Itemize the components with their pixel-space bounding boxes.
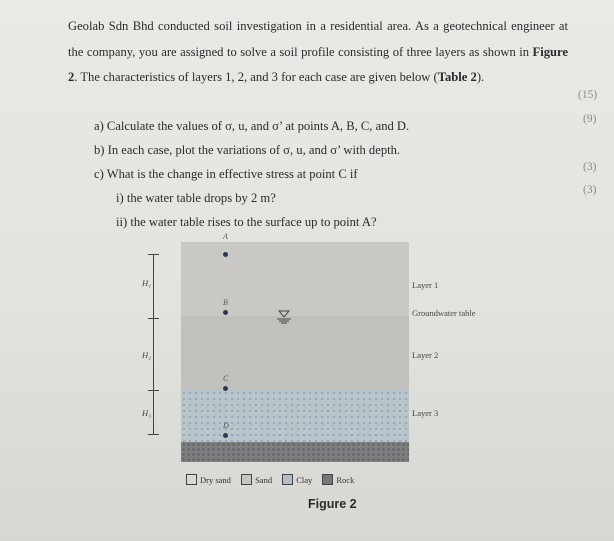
layer-2-band bbox=[181, 316, 409, 390]
point-d-label: D bbox=[223, 421, 229, 430]
h1-label: H₁ bbox=[142, 278, 152, 288]
intro-paragraph bbox=[68, 14, 568, 91]
question-a: a) Calculate the values of σ, u, and σ’ at points A, B, C, and D. bbox=[94, 119, 410, 133]
legend-swatch-clay bbox=[282, 474, 293, 485]
legend-swatch-rock bbox=[322, 474, 333, 485]
table-reference: Table 2 bbox=[437, 70, 477, 84]
layer-1-label: Layer 1 bbox=[412, 280, 439, 290]
h3-label: H₃ bbox=[142, 408, 152, 418]
marks-part-c-i: (3) bbox=[583, 161, 597, 173]
point-d-marker bbox=[223, 433, 228, 438]
h2-dim-line bbox=[153, 318, 154, 390]
question-c: c) What is the change in effective stress at point C if bbox=[94, 167, 358, 181]
h2-label: H₂ bbox=[142, 350, 152, 360]
legend-label-sand: Sand bbox=[255, 475, 273, 485]
h1-dim-line bbox=[153, 254, 154, 318]
point-b-label: B bbox=[223, 298, 228, 307]
intro-text-1: Geolab Sdn Bhd conducted soil investigation in a residential area. As a geotechnical engineer at the company, you are assigned to solve a soil profile consisting of three layers as shown in bbox=[68, 19, 568, 59]
dim-tick bbox=[148, 434, 159, 435]
soil-profile-figure bbox=[140, 232, 476, 498]
figure-caption: Figure 2 bbox=[308, 497, 357, 511]
layer-3-label: Layer 3 bbox=[412, 408, 439, 418]
groundwater-table-label: Groundwater table bbox=[412, 308, 476, 318]
point-b-marker bbox=[223, 310, 228, 315]
layer-2-label: Layer 2 bbox=[412, 350, 439, 360]
total-marks: (15) bbox=[578, 89, 598, 101]
point-c-label: C bbox=[223, 374, 229, 383]
intro-text-3: ). bbox=[476, 70, 485, 84]
question-c-i: i) the water table drops by 2 m? bbox=[116, 191, 276, 205]
layer-3-band bbox=[181, 390, 409, 442]
legend-label-rock: Rock bbox=[336, 475, 355, 485]
legend-swatch-dry-sand bbox=[186, 474, 197, 485]
legend-label-clay: Clay bbox=[296, 475, 313, 485]
marks-part-a: (9) bbox=[583, 113, 597, 125]
marks-part-c-ii: (3) bbox=[583, 184, 597, 196]
layer-1-band bbox=[181, 242, 409, 316]
water-table-icon bbox=[276, 310, 292, 324]
question-b: b) In each case, plot the variations of σ, u, and σ’ with depth. bbox=[94, 143, 401, 157]
figure-legend bbox=[186, 474, 354, 485]
point-c-marker bbox=[223, 386, 228, 391]
legend-label-dry-sand: Dry sand bbox=[200, 475, 231, 485]
intro-text-2: . The characteristics of layers 1, 2, and 3 for each case are given below ( bbox=[74, 70, 438, 84]
rock-band bbox=[181, 442, 409, 462]
point-a-label: A bbox=[223, 232, 228, 241]
figure-reference: Figure 2 bbox=[68, 44, 568, 84]
question-c-ii: ii) the water table rises to the surface up to point A? bbox=[116, 215, 377, 229]
h3-dim-line bbox=[153, 390, 154, 434]
legend-swatch-sand bbox=[241, 474, 252, 485]
point-a-marker bbox=[223, 252, 228, 257]
